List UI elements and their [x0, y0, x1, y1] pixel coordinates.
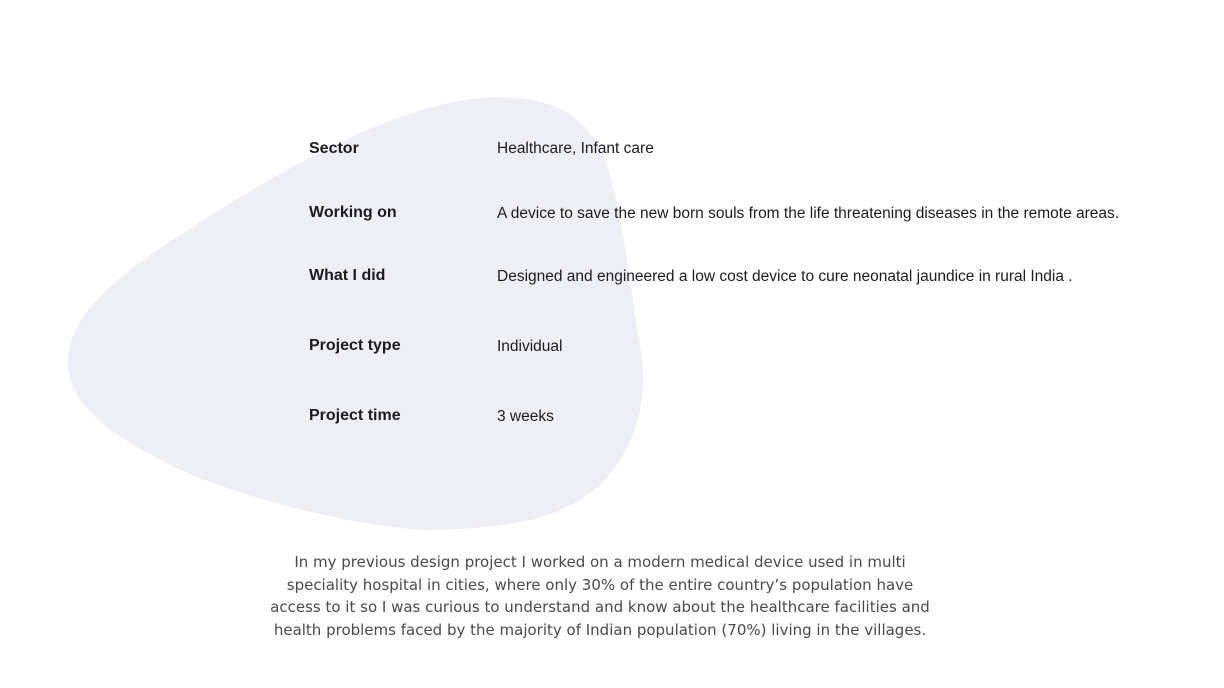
project-time-value: 3 weeks [497, 408, 554, 425]
project-type-label: Project type [309, 337, 401, 354]
working-on-label: Working on [309, 204, 397, 221]
working-on-value: A device to save the new born souls from the life threatening diseases in the remote areas. [497, 205, 1120, 222]
sector-value: Healthcare, Infant care [497, 140, 654, 157]
project-time-label: Project time [309, 407, 401, 424]
project-type-value: Individual [497, 338, 563, 355]
intro-paragraph: In my previous design project I worked on a modern medical device used in multi speciality hospital in cities, where only 30% of the entire country’s population have access to it so I was curious to understand and know about the healthcare facilities and health problems faced by the majority of Indian population (70%) living in the villages. [270, 553, 930, 639]
what-i-did-value: Designed and engineered a low cost device to cure neonatal jaundice in rural India . [497, 268, 1073, 285]
what-i-did-label: What I did [309, 267, 386, 284]
sector-label: Sector [309, 140, 359, 157]
